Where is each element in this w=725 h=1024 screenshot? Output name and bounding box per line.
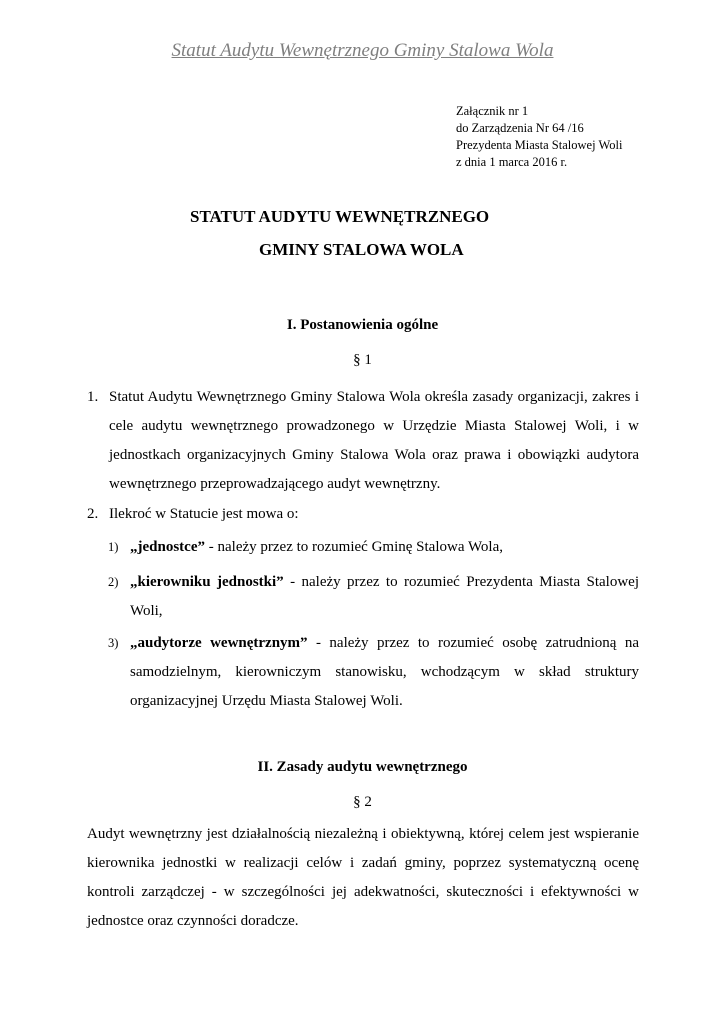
annex-line: Załącznik nr 1: [456, 104, 529, 118]
section1-paragraph-mark: § 1: [353, 352, 372, 368]
definition-term: „audytorze wewnętrznym”: [130, 635, 308, 651]
sub-list-item: [108, 629, 639, 716]
list-item-number: 2.: [87, 506, 99, 522]
annex-note: [456, 103, 622, 171]
main-title-line1: STATUT AUDYTU WEWNĘTRZNEGO: [190, 207, 490, 226]
section2-heading: II. Zasady audytu wewnętrznego: [257, 759, 468, 775]
list-item-number: 1.: [87, 389, 99, 405]
definition-text: - należy przez to rozumieć Gminę Stalowa Wola,: [205, 539, 503, 555]
annex-line: do Zarządzenia Nr 64 /16: [456, 121, 584, 135]
sub-item-number: 2): [108, 575, 119, 589]
definition-term: „kierowniku jednostki”: [130, 574, 284, 590]
sub-list-item: [108, 568, 639, 626]
sub-item-number: 1): [108, 540, 119, 554]
list-item-text: Statut Audytu Wewnętrznego Gminy Stalowa Wola określa zasady organizacji, zakres i cele audytu wewnętrznego prowadzonego w Urzędzie Miasta Stalowej Woli, i w jednostkach organizacyjnych Gminy Stalowa Wola oraz prawa i obowiązki audytora wewnętrznego przeprowadzającego audyt wewnętrzny.: [109, 389, 639, 492]
definition-term: „jednostce”: [130, 539, 205, 555]
list-item: [87, 500, 639, 529]
main-title-line2: GMINY STALOWA WOLA: [259, 240, 464, 259]
sub-list-item: [108, 533, 639, 562]
definition-text: - należy przez to rozumieć osobę zatrudnioną na samodzielnym, kierowniczym stanowisku, wchodzącym w skład struktury organizacyjnej Urzędu Miasta Stalowej Woli.: [130, 635, 640, 709]
section2-body-text: Audyt wewnętrzny jest działalnością niezależną i obiektywną, której celem jest wspieranie kierownika jednostki w realizacji celów i zadań gminy, poprzez systematyczną ocenę kontroli zarządczej - w szczególności jej adekwatności, skuteczności i efektywności w jednostce oraz czynności doradcze.: [87, 826, 639, 929]
sub-item-number: 3): [108, 636, 119, 650]
annex-line: Prezydenta Miasta Stalowej Woli: [456, 138, 623, 152]
list-item: [87, 383, 639, 499]
section1-heading: I. Postanowienia ogólne: [286, 317, 439, 333]
definition-text: - należy przez to rozumieć Prezydenta Miasta Stalowej Woli,: [130, 574, 640, 619]
list-item-text: Ilekroć w Statucie jest mowa o:: [109, 506, 299, 522]
annex-line: z dnia 1 marca 2016 r.: [456, 155, 568, 169]
section2-paragraph-mark: § 2: [353, 794, 372, 810]
document-header-title: Statut Audytu Wewnętrznego Gminy Stalowa Wola: [171, 40, 554, 61]
